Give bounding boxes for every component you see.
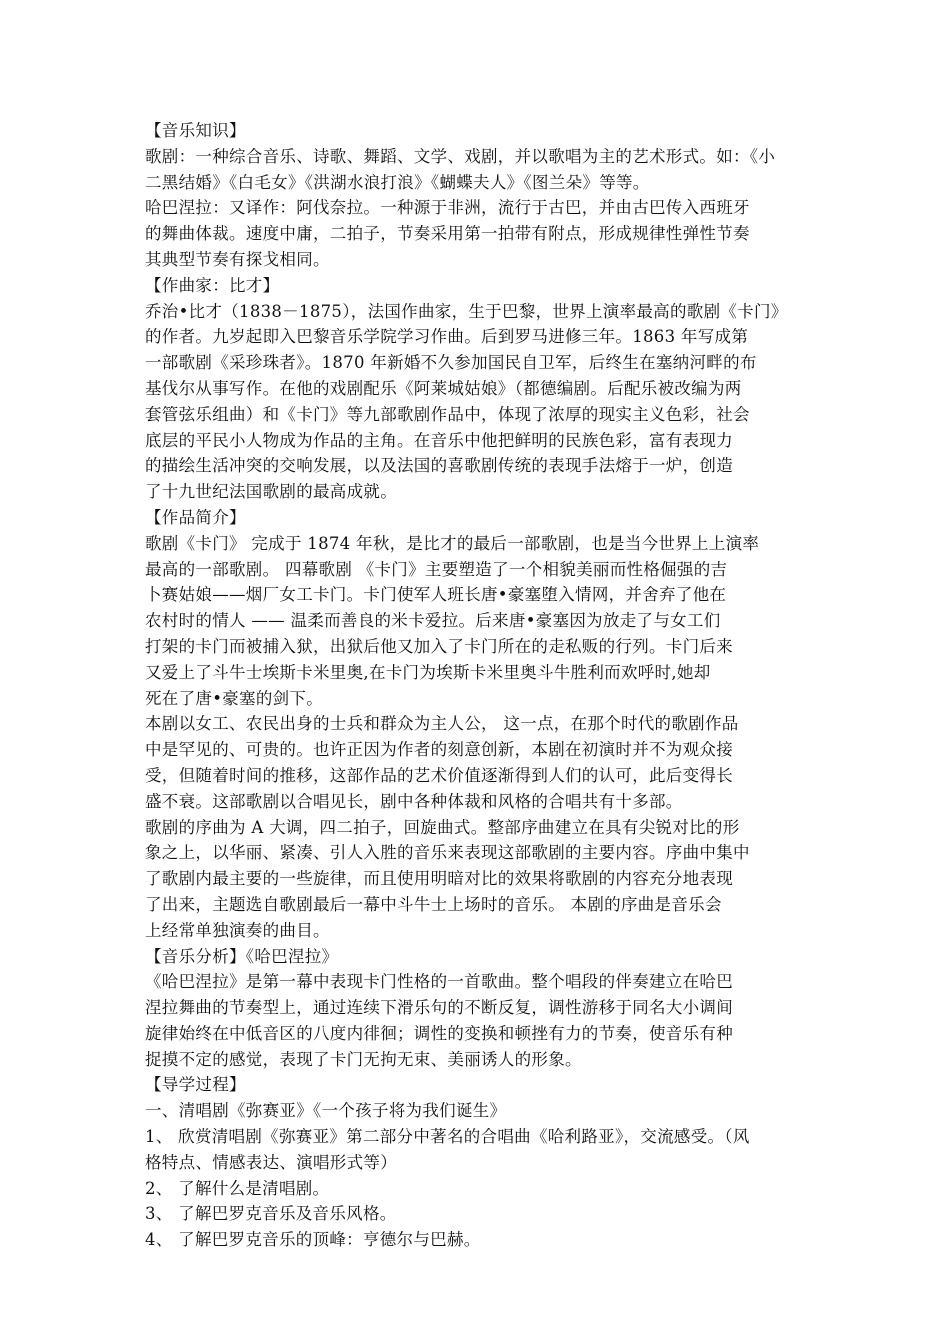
paragraph-line: 农村时的情人 —— 温柔而善良的米卡爱拉。后来唐•豪塞因为放走了与女工们: [145, 611, 721, 631]
paragraph-line: 中是罕见的、可贵的。也许正因为作者的刻意创新，本剧在初演时并不为观众接: [145, 740, 733, 760]
paragraph-line: 一部歌剧《采珍珠者》。1870 年新婚不久参加国民自卫军，后终生在塞纳河畔的布: [145, 353, 757, 373]
paragraph-line: 套管弦乐组曲）和《卡门》等九部歌剧作品中，体现了浓厚的现实主义色彩，社会: [145, 404, 750, 424]
section-heading-composer: 【作曲家：比才】: [145, 275, 280, 295]
paragraph-line: 的描绘生活冲突的交响发展，以及法国的喜歌剧传统的表现手法熔于一炉，创造: [145, 456, 733, 476]
paragraph-line: 了歌剧内最主要的一些旋律，而且使用明暗对比的效果将歌剧的内容充分地表现: [145, 869, 733, 889]
paragraph-line: 歌剧的序曲为 A 大调，四二拍子，回旋曲式。整部序曲建立在具有尖锐对比的形: [145, 817, 740, 837]
paragraph-line: 的作者。九岁起即入巴黎音乐学院学习作曲。后到罗马进修三年。1863 年写成第: [145, 327, 749, 347]
list-item: 4、 了解巴罗克音乐的顶峰：亨德尔与巴赫。: [145, 1230, 481, 1250]
document-body: [145, 118, 812, 1253]
paragraph-line: 歌剧《卡门》 完成于 1874 年秋，是比才的最后一部歌剧，也是当今世界上上演率: [145, 533, 760, 553]
paragraph-line: 基伐尔从事写作。在他的戏剧配乐《阿莱城姑娘》（都德编剧。后配乐被改编为两: [145, 378, 742, 398]
paragraph-line: 底层的平民小人物成为作品的主角。在音乐中他把鲜明的民族色彩，富有表现力: [145, 430, 733, 450]
paragraph-line: 盛不衰。这部歌剧以合唱见长，剧中各种体裁和风格的合唱共有十多部。: [145, 791, 683, 811]
list-item: 2、 了解什么是清唱剧。: [145, 1178, 330, 1198]
paragraph-line: 又爱上了斗牛士埃斯卡米里奥,在卡门为埃斯卡米里奥斗牛胜利而欢呼时,她却: [145, 662, 711, 682]
paragraph-line: 最高的一部歌剧。 四幕歌剧 《卡门》主要塑造了一个相貌美丽而性格倔强的吉: [145, 559, 728, 579]
paragraph-line: 象之上，以华丽、紧凑、引人入胜的音乐来表现这部歌剧的主要内容。序曲中集中: [145, 843, 750, 863]
paragraph-line: 歌剧：一种综合音乐、诗歌、舞蹈、文学、戏剧，并以歌唱为主的艺术形式。如：《小: [145, 146, 776, 166]
list-item: 3、 了解巴罗克音乐及音乐风格。: [145, 1204, 397, 1224]
paragraph-line: 涅拉舞曲的节奏型上，通过连续下滑乐句的不断反复，调性游移于同名大小调间: [145, 998, 733, 1018]
paragraph-line: 旋律始终在中低音区的八度内徘徊；调性的变换和顿挫有力的节奏，使音乐有种: [145, 1023, 733, 1043]
section-heading-work-intro: 【作品简介】: [145, 507, 246, 527]
list-item: 1、 欣赏清唱剧《弥赛亚》第二部分中著名的合唱曲《哈利路亚》，交流感受。（风: [145, 1127, 750, 1147]
paragraph-line: 死在了唐•豪塞的剑下。: [145, 688, 324, 708]
paragraph-line: 二黑结婚》《白毛女》《洪湖水浪打浪》《蝴蝶夫人》《图兰朵》等等。: [145, 172, 650, 192]
list-item-continuation: 格特点、情感表达、演唱形式等）: [145, 1152, 397, 1172]
paragraph-line: 乔治•比才（1838－1875），法国作曲家，生于巴黎，世界上演率最高的歌剧《卡门》: [145, 301, 788, 321]
paragraph-line: 打架的卡门而被捕入狱，出狱后他又加入了卡门所在的走私贩的行列。卡门后来: [145, 636, 733, 656]
section-heading-learning-process: 【导学过程】: [145, 1075, 246, 1095]
paragraph-line: 捉摸不定的感觉，表现了卡门无拘无束、美丽诱人的形象。: [145, 1049, 582, 1069]
paragraph-line: 哈巴涅拉：又译作：阿伐奈拉。一种源于非洲，流行于古巴，并由古巴传入西班牙: [145, 198, 750, 218]
paragraph-line: 了十九世纪法国歌剧的最高成就。: [145, 482, 397, 502]
paragraph-line: 其典型节奏有探戈相同。: [145, 249, 330, 269]
paragraph-line: 本剧以女工、农民出身的士兵和群众为主人公， 这一点，在那个时代的歌剧作品: [145, 714, 739, 734]
paragraph-line: 《哈巴涅拉》是第一幕中表现卡门性格的一首歌曲。整个唱段的伴奏建立在哈巴: [145, 972, 733, 992]
paragraph-line: 了出来，主题选自歌剧最后一幕中斗牛士上场时的音乐。 本剧的序曲是音乐会: [145, 894, 722, 914]
paragraph-line: 上经常单独演奏的曲目。: [145, 920, 330, 940]
section-heading-music-analysis: 【音乐分析】《哈巴涅拉》: [145, 946, 339, 966]
paragraph-line: 卜赛姑娘——烟厂女工卡门。卡门使军人班长唐•豪塞堕入情网，并舍弃了他在: [145, 585, 727, 605]
paragraph-line: 的舞曲体裁。速度中庸，二拍子，节奏采用第一拍带有附点，形成规律性弹性节奏: [145, 224, 750, 244]
subsection-heading: 一、清唱剧《弥赛亚》《一个孩子将为我们诞生》: [145, 1101, 507, 1121]
paragraph-line: 受，但随着时间的推移，这部作品的艺术价值逐渐得到人们的认可，此后变得长: [145, 765, 733, 785]
section-heading-music-knowledge: 【音乐知识】: [145, 121, 246, 140]
